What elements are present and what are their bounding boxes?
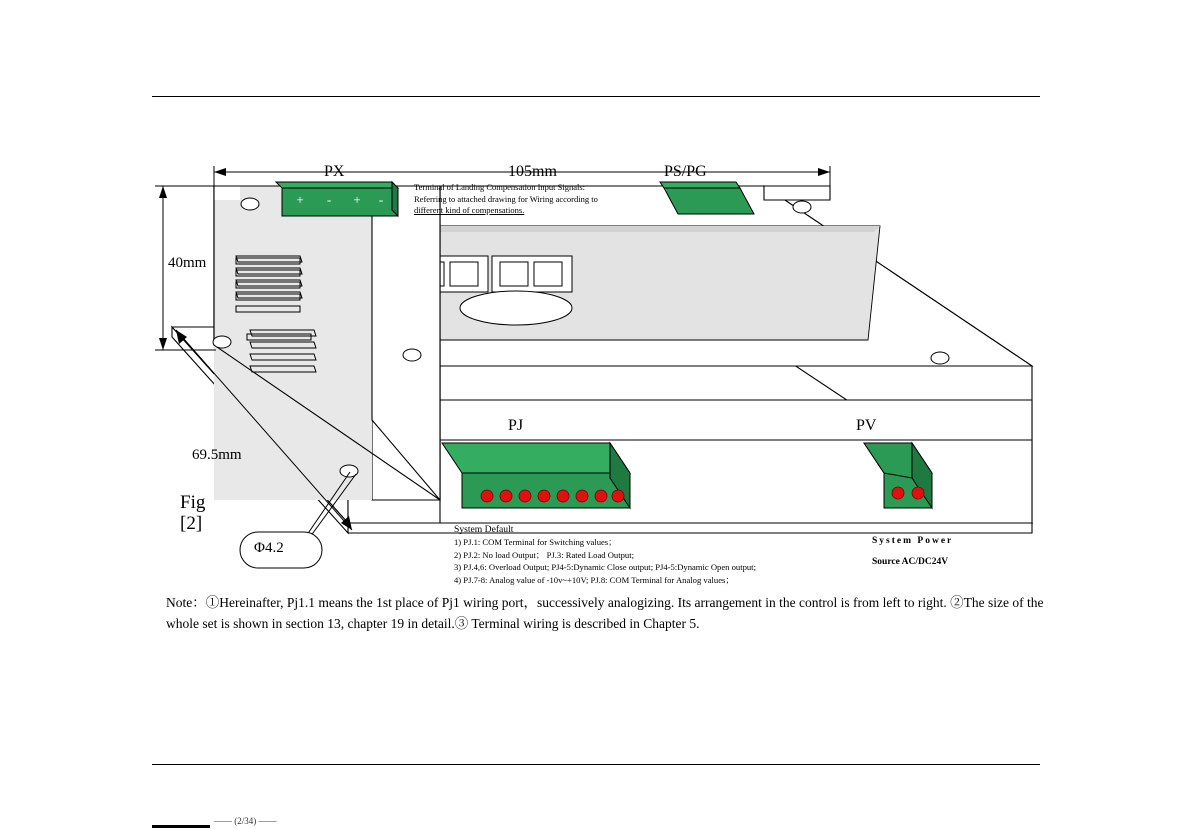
svg-text:-: - [326,192,332,207]
terminal-note-line-2: Referring to attached drawing for Wiring according to [414,193,598,204]
terminal-note-line-3: different kind of compensations. [414,205,525,216]
system-default-item-1: 1) PJ.1: COM Terminal for Switching values； [454,537,617,548]
terminal-note-line-1: Terminal of Landing Compensation Input Signals: [414,182,586,192]
footer-text: —— (2/34) —— [214,816,277,826]
system-power-label: System Power [872,536,954,546]
system-default-item-3: 3) PJ.4,6: Overload Output; PJ4-5:Dynamic Close output; PJ4-5:Dynamic Open output; [454,562,756,573]
label-width-dimension: 105mm [508,163,557,180]
label-depth-dimension: 69.5mm [192,447,242,463]
svg-text:-: - [378,192,384,207]
label-pv: PV [856,417,877,434]
system-default-item-2: 2) PJ.2: No load Output； PJ.3: Rated Load Output; [454,549,634,560]
label-hole-diameter: Φ4.2 [254,540,284,556]
system-default-heading: System Default [454,524,514,535]
footer-rule [152,764,1040,765]
system-default-block [454,524,834,586]
label-height-dimension: 40mm [168,255,207,271]
note-paragraph [166,592,1066,634]
footer-marker [152,825,210,828]
system-source-label: Source AC/DC24V [872,557,949,567]
terminal-note [414,182,664,217]
note-text: ①Hereinafter, Pj1.1 means the 1st place of Pj1 wiring port，successively analogizing. Its arrangement in the control is from left to right. ②The size of the whole set is shown in section 13, chapter 19 in detail.③ Terminal wiring is described in Chapter 5. [166,595,1044,631]
svg-text:+: + [296,192,304,207]
figure-caption-line2: [2] [180,513,203,534]
svg-text:+: + [353,192,361,207]
label-px: PX [324,163,345,180]
label-pj: PJ [508,417,524,434]
figure-caption-line1: Fig [180,492,206,513]
figure-caption [180,492,205,534]
system-default-item-4: 4) PJ.7-8: Analog value of -10v~+10V; PJ.8: COM Terminal for Analog values； [454,574,734,585]
note-label: Note： [166,595,206,610]
label-ps-pg: PS/PG [664,163,707,180]
